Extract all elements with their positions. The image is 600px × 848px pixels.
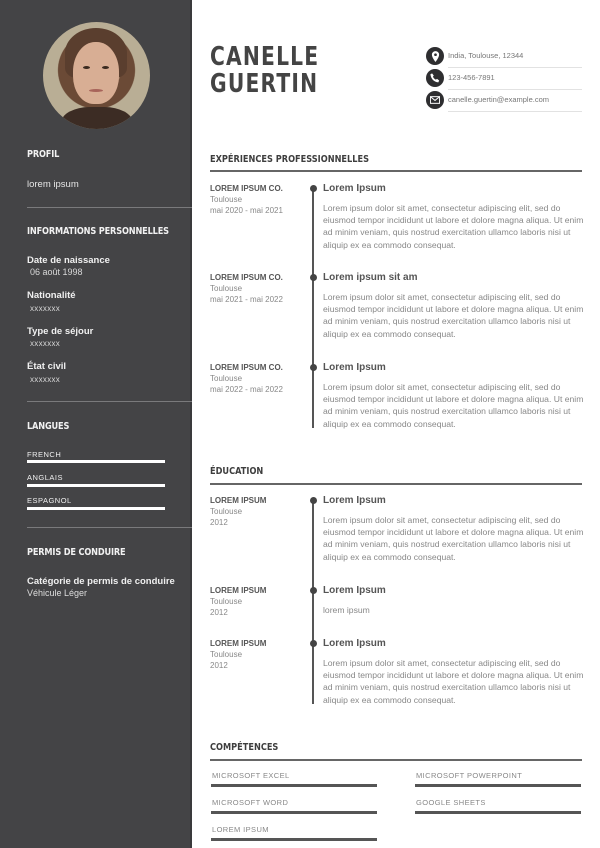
entry-description: lorem ipsum — [323, 605, 370, 615]
marital-status-value: xxxxxxx — [30, 375, 61, 384]
entry-city: Toulouse — [210, 195, 243, 204]
timeline-dot — [310, 497, 317, 504]
stay-type-label: Type de séjour — [27, 326, 94, 337]
photo-eye-right — [102, 66, 109, 69]
contact-address — [426, 46, 582, 66]
skill-bar — [211, 838, 377, 841]
entry-date: 2012 — [210, 661, 228, 670]
skill-name: MICROSOFT POWERPOINT — [416, 771, 523, 780]
entry-date: 2012 — [210, 608, 228, 617]
email-text[interactable]: canelle.guertin@example.com — [448, 95, 549, 104]
entry-description: Lorem ipsum dolor sit amet, consectetur adipiscing elit, sed do eiusmod tempor incididunt ut labore et dolore magna aliqua. Ut enim ad minim veniam, quis nostrud exercitation ullamco laboris nisi ut aliquip ex ea commodo consequat. — [323, 292, 584, 339]
skill-name: MICROSOFT EXCEL — [212, 771, 290, 780]
contact-email — [426, 90, 582, 110]
entry-city: Toulouse — [210, 507, 243, 516]
entry-date: 2012 — [210, 518, 228, 527]
entry-city: Toulouse — [210, 374, 243, 383]
entry-city: Toulouse — [210, 284, 243, 293]
photo-mouth — [89, 89, 103, 92]
photo-face — [73, 42, 119, 104]
language-spanish-bar — [27, 507, 165, 510]
timeline-dot — [310, 274, 317, 281]
first-name: CANELLE — [210, 42, 320, 72]
contact-divider — [448, 111, 582, 112]
skill-bar — [211, 811, 377, 814]
candidate-name — [210, 44, 319, 98]
timeline-dot — [310, 185, 317, 192]
entry-city: Toulouse — [210, 650, 243, 659]
entry-date: mai 2021 - mai 2022 — [210, 295, 283, 304]
birthdate-value: 06 août 1998 — [30, 267, 83, 277]
phone-text: 123-456-7891 — [448, 73, 495, 82]
entry-organization: LOREM IPSUM — [210, 496, 267, 505]
languages-heading: LANGUES — [27, 421, 70, 432]
entry-description: Lorem ipsum dolor sit amet, consectetur adipiscing elit, sed do eiusmod tempor incididunt ut labore et dolore magna aliqua. Ut enim ad minim veniam, quis nostrud exercitation ullamco laboris nisi ut aliquip ex ea commodo consequat. — [323, 658, 584, 705]
location-pin-icon — [426, 47, 444, 65]
timeline-dot — [310, 364, 317, 371]
sidebar — [0, 0, 192, 848]
skill-name: GOOGLE SHEETS — [416, 798, 486, 807]
contact-phone — [426, 68, 582, 88]
last-name: GUERTIN — [210, 69, 319, 99]
language-english-label: ANGLAIS — [27, 473, 64, 482]
entry-title: Lorem Ipsum — [323, 495, 386, 506]
skill-bar — [415, 811, 581, 814]
entry-description: Lorem ipsum dolor sit amet, consectetur adipiscing elit, sed do eiusmod tempor incididunt ut labore et dolore magna aliqua. Ut enim ad minim veniam, quis nostrud exercitation ullamco laboris nisi ut aliquip ex ea commodo consequat. — [323, 382, 584, 429]
education-timeline — [312, 498, 314, 704]
language-french-label: FRENCH — [27, 450, 62, 459]
entry-organization: LOREM IPSUM CO. — [210, 184, 283, 193]
profile-heading: PROFIL — [27, 149, 60, 160]
nationality-value: xxxxxxx — [30, 304, 61, 313]
section-divider — [210, 170, 582, 172]
experience-heading: EXPÉRIENCES PROFESSIONNELLES — [210, 154, 370, 165]
marital-status-label: État civil — [27, 361, 67, 372]
entry-title: Lorem Ipsum — [323, 362, 386, 373]
section-divider — [210, 483, 582, 485]
license-value: Véhicule Léger — [27, 588, 88, 598]
profile-text: lorem ipsum — [27, 179, 79, 190]
language-spanish-label: ESPAGNOL — [27, 496, 72, 505]
sidebar-edge — [190, 0, 192, 848]
entry-description: Lorem ipsum dolor sit amet, consectetur adipiscing elit, sed do eiusmod tempor incididunt ut labore et dolore magna aliqua. Ut enim ad minim veniam, quis nostrud exercitation ullamco laboris nisi ut aliquip ex ea commodo consequat. — [323, 203, 584, 250]
entry-title: Lorem Ipsum — [323, 638, 386, 649]
education-heading: ÉDUCATION — [210, 466, 264, 477]
photo-shoulders — [61, 107, 133, 129]
entry-organization: LOREM IPSUM — [210, 586, 267, 595]
timeline-dot — [310, 587, 317, 594]
experience-timeline — [312, 186, 314, 428]
entry-organization: LOREM IPSUM — [210, 639, 267, 648]
sidebar-divider — [27, 527, 192, 528]
birthdate-label: Date de naissance — [27, 255, 110, 266]
entry-date: mai 2020 - mai 2021 — [210, 206, 283, 215]
photo-eye-left — [83, 66, 90, 69]
license-heading: PERMIS DE CONDUIRE — [27, 547, 126, 558]
email-icon — [426, 91, 444, 109]
address-text: India, Toulouse, 12344 — [448, 51, 524, 60]
entry-title: Lorem ipsum sit am — [323, 272, 418, 283]
language-english-bar — [27, 484, 165, 487]
entry-organization: LOREM IPSUM CO. — [210, 273, 283, 282]
profile-photo — [43, 22, 150, 129]
skill-name: LOREM IPSUM — [212, 825, 269, 834]
phone-icon — [426, 69, 444, 87]
entry-title: Lorem Ipsum — [323, 183, 386, 194]
entry-date: mai 2022 - mai 2022 — [210, 385, 283, 394]
entry-description: Lorem ipsum dolor sit amet, consectetur adipiscing elit, sed do eiusmod tempor incididunt ut labore et dolore magna aliqua. Ut enim ad minim veniam, quis nostrud exercitation ullamco laboris nisi ut aliquip ex ea commodo consequat. — [323, 515, 584, 562]
skills-heading: COMPÉTENCES — [210, 742, 279, 753]
timeline-dot — [310, 640, 317, 647]
nationality-label: Nationalité — [27, 290, 76, 301]
skill-name: MICROSOFT WORD — [212, 798, 289, 807]
entry-organization: LOREM IPSUM CO. — [210, 363, 283, 372]
sidebar-divider — [27, 401, 192, 402]
skill-bar — [415, 784, 581, 787]
license-label: Catégorie de permis de conduire — [27, 576, 175, 587]
entry-title: Lorem Ipsum — [323, 585, 386, 596]
section-divider — [210, 759, 582, 761]
stay-type-value: xxxxxxx — [30, 339, 61, 348]
entry-city: Toulouse — [210, 597, 243, 606]
personal-info-heading: INFORMATIONS PERSONNELLES — [27, 226, 169, 237]
skill-bar — [211, 784, 377, 787]
sidebar-divider — [27, 207, 192, 208]
language-french-bar — [27, 460, 165, 463]
